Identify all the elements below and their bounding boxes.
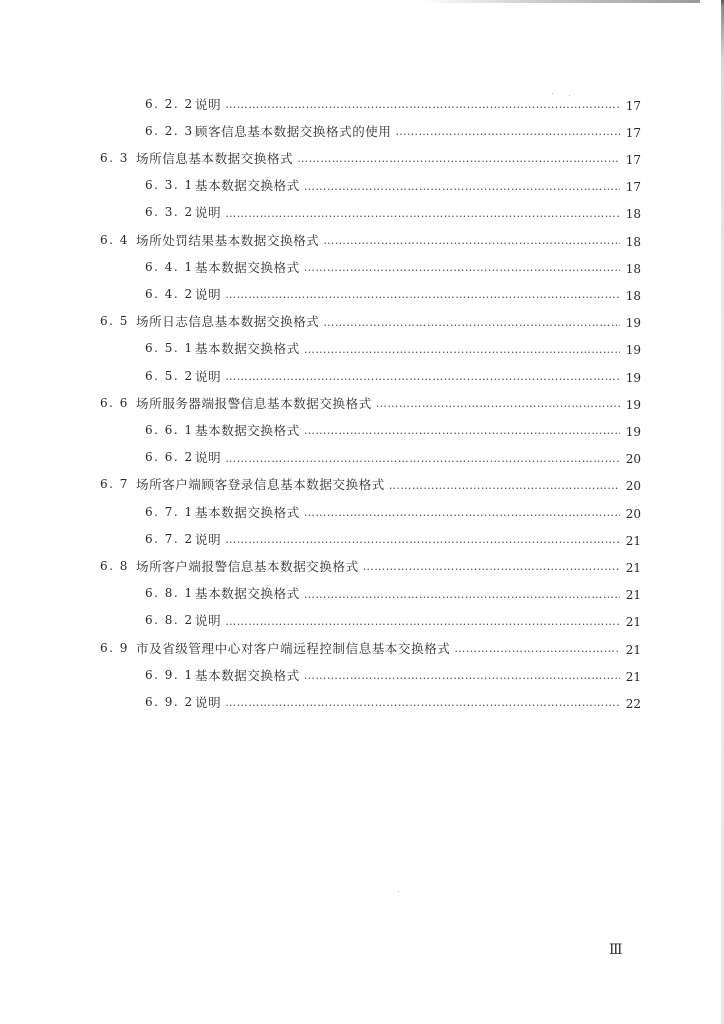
toc-entry xyxy=(145,580,641,607)
toc-entry xyxy=(100,634,641,661)
toc-entry-page: 21 xyxy=(625,533,641,548)
toc-entry-title: 基本数据交换格式 xyxy=(195,259,300,275)
toc-entry-title: 基本数据交换格式 xyxy=(195,422,300,438)
toc-entry-page: 19 xyxy=(625,397,641,412)
toc-entry-page: 19 xyxy=(625,424,641,439)
toc-entry-page: 17 xyxy=(625,180,641,195)
toc-entry-title: 说明 xyxy=(195,450,222,466)
toc-entry xyxy=(100,471,641,498)
toc-entry-page: 18 xyxy=(625,234,641,249)
toc-entry-title: 基本数据交换格式 xyxy=(195,504,300,520)
toc-dot-leader xyxy=(304,424,620,437)
toc-entry-page: 18 xyxy=(625,288,641,303)
toc-entry-number: 6. 3. 1 xyxy=(145,178,194,193)
toc-entry-page: 17 xyxy=(625,152,641,167)
toc-entry-title: 基本数据交换格式 xyxy=(195,341,300,357)
toc-dot-leader xyxy=(225,288,620,301)
toc-entry-title: 场所处罚结果基本数据交换格式 xyxy=(136,232,320,248)
toc-entry-number: 6. 5. 2 xyxy=(145,368,194,383)
toc-entry xyxy=(145,525,641,552)
toc-entry-number: 6. 5 xyxy=(100,314,129,329)
toc-entry-title: 说明 xyxy=(195,286,222,302)
toc-entry xyxy=(100,552,641,579)
toc-entry-number: 6. 7. 1 xyxy=(145,504,194,519)
toc-entry-number: 6. 9. 2 xyxy=(145,694,194,709)
toc-entry-title: 基本数据交换格式 xyxy=(195,178,300,194)
toc-dot-leader xyxy=(363,560,620,573)
toc-entry-number: 6. 4. 1 xyxy=(145,259,194,274)
toc-entry xyxy=(100,144,641,171)
toc-entry-page: 20 xyxy=(625,506,641,521)
toc-entry xyxy=(145,199,641,226)
toc-entry xyxy=(145,661,641,688)
toc-entry-page: 21 xyxy=(625,669,641,684)
toc-entry xyxy=(145,607,641,634)
toc-entry-number: 6. 3 xyxy=(100,150,129,165)
toc-entry xyxy=(145,416,641,443)
toc-entry-page: 19 xyxy=(625,343,641,358)
toc-entry xyxy=(145,172,641,199)
toc-entry-number: 6. 7. 2 xyxy=(145,531,194,546)
page-folio: Ⅲ xyxy=(609,942,623,958)
toc-dot-leader xyxy=(323,316,620,329)
toc-entry-title: 场所客户端报警信息基本数据交换格式 xyxy=(136,558,359,574)
toc-entry-title: 基本数据交换格式 xyxy=(195,586,300,602)
toc-dot-leader xyxy=(225,452,620,465)
toc-entry-number: 6. 7 xyxy=(100,477,129,492)
scan-speck xyxy=(398,891,399,892)
toc-dot-leader xyxy=(304,261,620,274)
toc-entry-number: 6. 6. 2 xyxy=(145,450,194,465)
toc-entry xyxy=(145,335,641,362)
toc-entry xyxy=(145,117,641,144)
toc-entry-number: 6. 9. 1 xyxy=(145,667,194,682)
toc-dot-leader xyxy=(225,207,620,220)
toc-entry-title: 场所客户端顾客登录信息基本数据交换格式 xyxy=(136,477,385,493)
toc-dot-leader xyxy=(225,696,620,709)
toc-dot-leader xyxy=(304,343,620,356)
toc-dot-leader xyxy=(304,506,620,519)
toc-entry xyxy=(145,362,641,389)
toc-entry-number: 6. 4. 2 xyxy=(145,286,194,301)
toc-entry-page: 18 xyxy=(625,207,641,222)
toc-entry-number: 6. 5. 1 xyxy=(145,341,194,356)
toc-dot-leader xyxy=(376,397,620,410)
toc-dot-leader xyxy=(304,180,620,193)
toc-entry-title: 说明 xyxy=(195,613,222,629)
toc-entry-number: 6. 4 xyxy=(100,232,129,247)
toc-entry-page: 19 xyxy=(625,316,641,331)
toc-entry-page: 20 xyxy=(625,479,641,494)
toc-entry-page: 19 xyxy=(625,370,641,385)
toc-entry-title: 说明 xyxy=(195,531,222,547)
toc-entry-page: 17 xyxy=(625,125,641,140)
toc-dot-leader xyxy=(454,642,620,655)
toc-entry-title: 场所信息基本数据交换格式 xyxy=(136,150,294,166)
toc-dot-leader xyxy=(304,588,620,601)
toc-entry xyxy=(100,389,641,416)
toc-entry-number: 6. 2. 3 xyxy=(145,123,194,138)
toc-entry-page: 21 xyxy=(625,642,641,657)
toc-entry-page: 21 xyxy=(625,615,641,630)
toc-entry-title: 场所日志信息基本数据交换格式 xyxy=(136,314,320,330)
toc-entry-title: 顾客信息基本数据交换格式的使用 xyxy=(195,123,392,139)
toc-entry-title: 说明 xyxy=(195,205,222,221)
toc-entry-page: 18 xyxy=(625,261,641,276)
toc-entry-page: 22 xyxy=(625,696,641,711)
toc-entry xyxy=(145,280,641,307)
toc-entry xyxy=(100,226,641,253)
toc-dot-leader xyxy=(225,98,620,111)
toc-entry-number: 6. 8. 2 xyxy=(145,613,194,628)
toc-entry-page: 21 xyxy=(625,588,641,603)
toc-entry-number: 6. 9 xyxy=(100,640,129,655)
toc-dot-leader xyxy=(297,152,620,165)
toc-entry-page: 20 xyxy=(625,452,641,467)
toc-entry xyxy=(145,688,641,715)
toc-entry xyxy=(145,498,641,525)
toc-entry-number: 6. 2. 2 xyxy=(145,96,194,111)
toc-entry-title: 说明 xyxy=(195,96,222,112)
toc-dot-leader xyxy=(225,370,620,383)
toc-entry-number: 6. 8 xyxy=(100,558,129,573)
toc-entry-number: 6. 6 xyxy=(100,395,129,410)
toc-entry-number: 6. 8. 1 xyxy=(145,586,194,601)
toc-entry xyxy=(145,253,641,280)
toc-entry-page: 21 xyxy=(625,560,641,575)
toc-dot-leader xyxy=(225,533,620,546)
toc-entry-number: 6. 3. 2 xyxy=(145,205,194,220)
toc-entry xyxy=(100,308,641,335)
scan-edge-top xyxy=(420,0,700,3)
toc-entry xyxy=(145,90,641,117)
toc-entry-title: 说明 xyxy=(195,368,222,384)
toc-entry-title: 市及省级管理中心对客户端远程控制信息基本交换格式 xyxy=(136,640,451,656)
toc-dot-leader xyxy=(389,479,620,492)
toc-dot-leader xyxy=(396,125,620,138)
toc-dot-leader xyxy=(304,669,620,682)
toc-entry-number: 6. 6. 1 xyxy=(145,422,194,437)
toc-entry-title: 场所服务器端报警信息基本数据交换格式 xyxy=(136,395,372,411)
toc-dot-leader xyxy=(323,234,620,247)
toc-entry xyxy=(145,444,641,471)
toc-entry-page: 17 xyxy=(625,98,641,113)
toc-dot-leader xyxy=(225,615,620,628)
toc-entry-title: 说明 xyxy=(195,694,222,710)
toc-entry-title: 基本数据交换格式 xyxy=(195,667,300,683)
